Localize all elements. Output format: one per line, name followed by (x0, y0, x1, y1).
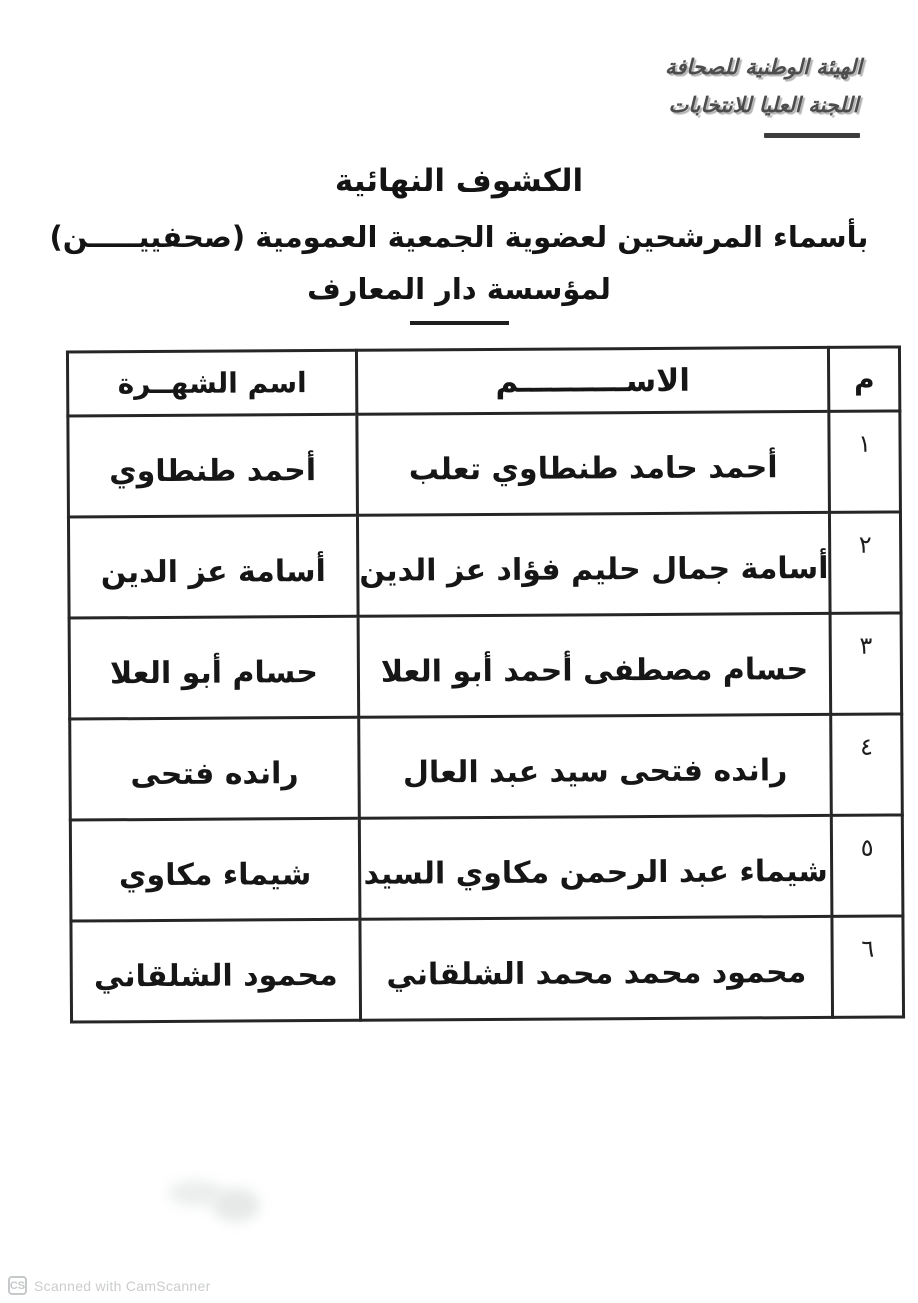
row-nickname: أحمد طنطاوي (68, 414, 358, 517)
organization-title: لمؤسسة دار المعارف (307, 272, 611, 306)
title-underline (410, 321, 509, 325)
table-row (70, 815, 903, 921)
row-number: ٢ (830, 512, 902, 613)
table-header-row (67, 347, 900, 416)
candidates-table-wrapper (66, 345, 905, 1023)
table-row (69, 613, 902, 719)
row-nickname: أسامة عز الدين (68, 515, 358, 618)
row-nickname: محمود الشلقاني (71, 919, 361, 1022)
table-row (68, 512, 901, 618)
row-name: أحمد حامد طنطاوي تعلب (357, 411, 830, 515)
column-header-number: م (829, 347, 900, 411)
column-header-name: الاســــــــــم (356, 347, 829, 414)
row-number: ٣ (830, 613, 902, 714)
row-nickname: رانده فتحى (70, 717, 360, 820)
row-name: شيماء عبد الرحمن مكاوي السيد (359, 815, 832, 919)
camscanner-label: Scanned with CamScanner (34, 1277, 211, 1294)
row-number: ٥ (831, 815, 903, 916)
row-number: ١ (829, 411, 901, 512)
row-name: رانده فتحى سيد عبد العال (359, 714, 832, 818)
stamp-underline (764, 133, 860, 138)
authority-stamp (665, 48, 862, 138)
table-row (68, 411, 901, 517)
row-name: حسام مصطفى أحمد أبو العلا (358, 613, 831, 717)
page-title: الكشوف النهائية (334, 163, 584, 199)
row-nickname: شيماء مكاوي (70, 818, 360, 921)
camscanner-logo-icon: CS (8, 1276, 27, 1295)
candidates-table (66, 345, 905, 1023)
row-number: ٦ (832, 916, 904, 1017)
row-nickname: حسام أبو العلا (69, 616, 359, 719)
row-name: محمود محمد محمد الشلقاني (360, 916, 833, 1020)
stamp-line-authority: الهيئة الوطنية للصحافة (664, 55, 862, 79)
table-row (71, 916, 904, 1022)
page-subtitle: بأسماء المرشحين لعضوية الجمعية العمومية (صحفييـــــن) (49, 220, 869, 254)
column-header-nickname: اسم الشهــرة (67, 350, 356, 416)
row-number: ٤ (831, 714, 903, 815)
scan-smudge (212, 1188, 260, 1222)
stamp-line-committee: اللجنة العليا للانتخابات (668, 93, 859, 117)
row-name: أسامة جمال حليم فؤاد عز الدين (357, 512, 830, 616)
camscanner-watermark (8, 1276, 211, 1295)
document-titles (0, 160, 918, 325)
table-row (70, 714, 903, 820)
